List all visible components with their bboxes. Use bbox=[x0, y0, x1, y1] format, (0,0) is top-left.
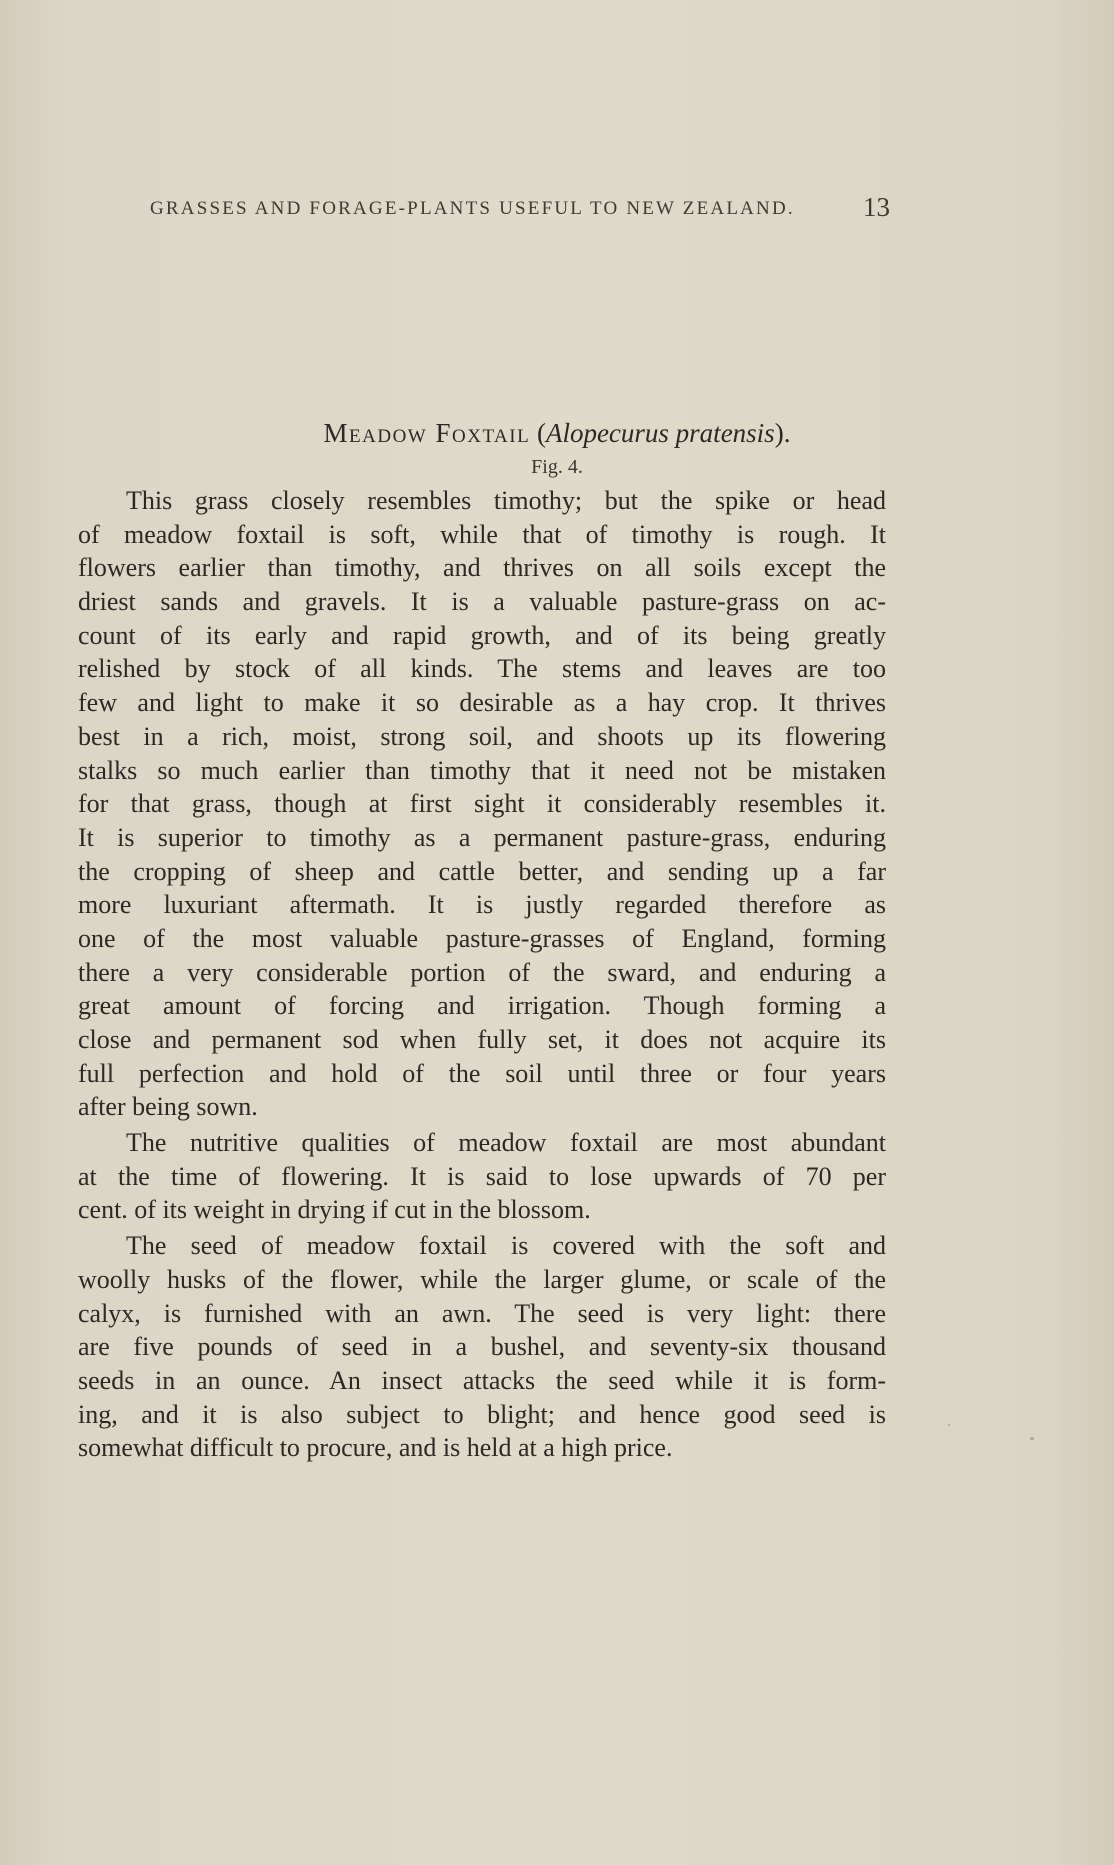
text-line: seeds in an ounce. An insect attacks the seed while it is form- bbox=[78, 1365, 886, 1395]
text-line: more luxuriant aftermath. It is justly regarded therefore as bbox=[78, 890, 886, 920]
text-line: This grass closely resembles timothy; but the spike or head bbox=[126, 486, 886, 515]
text-line: cent. of its weight in drying if cut in the blossom. bbox=[78, 1195, 591, 1225]
text-line: It is superior to timothy as a permanent pasture-grass, enduring bbox=[78, 822, 886, 852]
common-name: Meadow Foxtail bbox=[323, 418, 531, 448]
text-line: The seed of meadow foxtail is covered with the soft and bbox=[126, 1231, 886, 1261]
text-line: at the time of flowering. It is said to lose upwards of 70 per bbox=[78, 1161, 886, 1191]
paragraph-1 bbox=[78, 484, 886, 1124]
text-line: calyx, is furnished with an awn. The seed is very light: there bbox=[78, 1298, 886, 1328]
section-heading bbox=[0, 418, 1114, 449]
text-line: woolly husks of the flower, while the larger glume, or scale of the bbox=[78, 1264, 886, 1294]
page-number: 13 bbox=[863, 192, 890, 222]
figure-reference: Fig. 4. bbox=[531, 456, 583, 478]
text-line: there a very considerable portion of the sward, and enduring a bbox=[78, 957, 886, 987]
paragraph-2 bbox=[78, 1126, 886, 1227]
text-line: for that grass, though at first sight it considerably resembles it. bbox=[78, 789, 886, 819]
text-line: best in a rich, moist, strong soil, and shoots up its flowering bbox=[78, 721, 886, 751]
text-line: great amount of forcing and irrigation. Though forming a bbox=[78, 991, 886, 1021]
text-line: after being sown. bbox=[78, 1092, 258, 1122]
text-line: close and permanent sod when fully set, it does not acquire its bbox=[78, 1025, 886, 1054]
text-line: few and light to make it so desirable as a hay crop. It thrives bbox=[78, 688, 886, 718]
text-line: The nutritive qualities of meadow foxtail are most abundant bbox=[126, 1128, 886, 1158]
running-head bbox=[150, 192, 890, 226]
body-text bbox=[78, 484, 886, 1465]
text-line: of meadow foxtail is soft, while that of timothy is rough. It bbox=[78, 519, 886, 549]
text-line: stalks so much earlier than timothy that it need not be mistaken bbox=[78, 755, 886, 785]
text-line: flowers earlier than timothy, and thrives on all soils except the bbox=[78, 553, 886, 583]
text-line: full perfection and hold of the soil until three or four years bbox=[78, 1058, 886, 1088]
close-paren: ). bbox=[774, 418, 791, 448]
text-line: somewhat difficult to procure, and is held at a high price. bbox=[78, 1433, 673, 1463]
text-line: the cropping of sheep and cattle better, and sending up a far bbox=[78, 856, 886, 886]
paper-speck bbox=[1030, 1437, 1034, 1440]
open-paren: ( bbox=[536, 418, 546, 448]
text-line: count of its early and rapid growth, and of its being greatly bbox=[78, 620, 886, 650]
text-line: driest sands and gravels. It is a valuable pasture-grass on ac- bbox=[78, 587, 886, 617]
text-line: ing, and it is also subject to blight; and hence good seed is bbox=[78, 1399, 886, 1429]
text-line: relished by stock of all kinds. The stems and leaves are too bbox=[78, 654, 886, 684]
text-line: are five pounds of seed in a bushel, and seventy-six thousand bbox=[78, 1332, 886, 1362]
paragraph-3 bbox=[78, 1229, 886, 1465]
running-head-title: GRASSES AND FORAGE-PLANTS USEFUL TO NEW ZEALAND. bbox=[150, 198, 795, 219]
latin-name: Alopecurus pratensis bbox=[545, 418, 775, 448]
text-line: one of the most valuable pasture-grasses of England, forming bbox=[78, 923, 886, 953]
paper-speck bbox=[948, 1424, 950, 1426]
